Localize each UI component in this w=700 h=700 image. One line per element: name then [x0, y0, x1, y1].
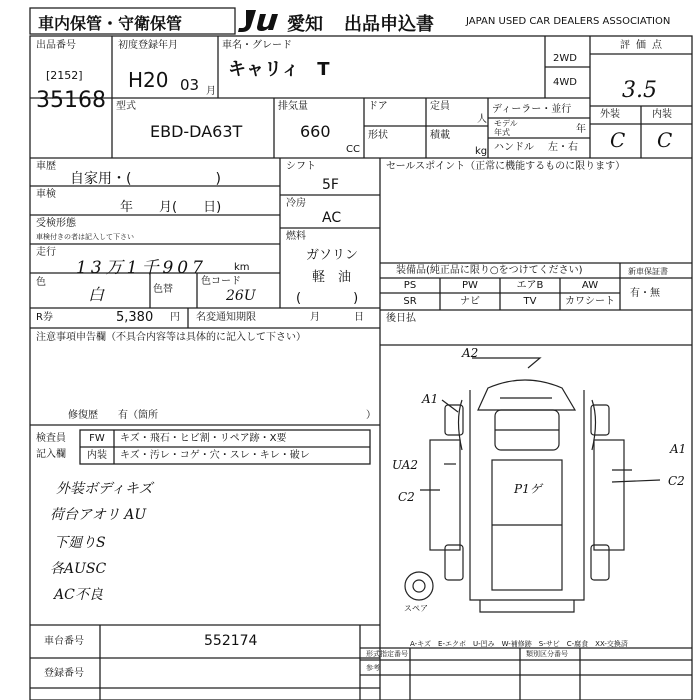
chassis-label: 車台番号 — [44, 636, 84, 647]
inspector-label: 検査員 — [36, 433, 66, 444]
registration-number-label: 登録番号 — [44, 668, 84, 679]
fuel-diesel: 軽 油 — [312, 270, 352, 285]
color-code-label: 色コード — [201, 276, 241, 287]
displacement-value: 660 — [300, 122, 331, 141]
color-label: 色 — [36, 277, 46, 288]
color-value: 白 — [88, 285, 105, 304]
usage-label: 車歴 — [36, 161, 56, 172]
load-label: 積載 — [430, 130, 450, 141]
month-unit: 月 — [206, 86, 216, 97]
accept-note: 車検付きの者は記入して下さい — [36, 233, 134, 241]
reference-label: 参考 — [366, 664, 380, 672]
repair-label: 修復歴 — [68, 410, 98, 421]
lot-number: 35168 — [36, 88, 106, 113]
equip-sr: SR — [403, 296, 417, 307]
km-unit: km — [234, 262, 250, 273]
equip-ps: PS — [403, 280, 417, 291]
diagram-ua2: UA2 — [392, 458, 419, 472]
drive-2wd: 2WD — [553, 53, 577, 64]
handwritten-note-1: 外装ボディキズ — [56, 481, 153, 497]
exterior-grade: C — [610, 128, 626, 152]
equip-pw: PW — [462, 280, 478, 291]
handle-options: 左・右 — [548, 142, 578, 153]
handwritten-note-2: 荷台アオリ AU — [50, 507, 147, 523]
deadline-day: 日 — [354, 312, 364, 323]
first-registration-label: 初度登録年月 — [118, 40, 178, 51]
mileage-label: 走行 — [36, 247, 56, 258]
dealer-label: ディーラー・並行 — [492, 104, 572, 115]
year-unit: 年 — [576, 124, 586, 135]
shape-label: 形状 — [368, 130, 388, 141]
fw-label: FW — [89, 433, 105, 444]
ac-label: 冷房 — [286, 198, 306, 209]
diagram-p: P1ゲ — [514, 482, 542, 496]
score-label: 評価点 — [620, 40, 668, 51]
backdoor-label: 後日払 — [386, 313, 416, 324]
lot-number-small: [2152] — [46, 69, 83, 82]
model-name: キャリィ T — [228, 59, 330, 80]
fuel-label: 燃料 — [286, 231, 306, 242]
deadline-label: 名変通知期限 — [196, 312, 256, 323]
recycle-unit: 円 — [170, 312, 180, 323]
usage-value: 自家用・( ) — [70, 171, 221, 187]
handwritten-note-4: 各AUSC — [50, 561, 107, 577]
persons-unit: 人 — [477, 114, 487, 125]
recycle-value: 5,380 — [116, 310, 154, 325]
accept-label: 受検形態 — [36, 218, 76, 229]
fuel-gas: ガソリン — [306, 248, 359, 263]
chassis-value: 552174 — [204, 633, 258, 649]
registration-month: 03 — [180, 76, 200, 94]
fuel-other: ( ) — [296, 291, 359, 306]
type-code: EBD-DA63T — [150, 122, 243, 141]
interior-check-label: 内装 — [87, 450, 107, 461]
lot-number-label: 出品番号 — [36, 40, 76, 51]
handwritten-note-5: AC不良 — [54, 587, 103, 603]
warranty-label: 新車保証書 — [628, 267, 668, 276]
recycle-label: R券 — [36, 312, 53, 323]
cc-unit: CC — [346, 144, 360, 155]
notes-title: 注意事項申告欄（不具合内容等は具体的に記入して下さい） — [36, 332, 306, 343]
diagram-c2-right: C2 — [668, 474, 685, 488]
equip-airbag: エアB — [516, 280, 544, 291]
exterior-label: 外装 — [600, 109, 620, 120]
deadline-month: 月 — [310, 312, 320, 323]
sales-points-label: セールスポイント（正常に機能するものに限ります） — [386, 161, 626, 172]
mileage-value: 13万1千907 — [76, 258, 207, 278]
diagram-legend: A-キズ E-エクボ U-凹み W-補修跡 S-サビ C-腐食 XX-交換済 — [410, 640, 628, 648]
interior-items: キズ・汚レ・コゲ・穴・スレ・キレ・破レ — [120, 450, 310, 461]
repair-close: ） — [366, 410, 376, 421]
inspection-value: 年 月( 日) — [120, 200, 222, 215]
registration-era-year: H20 — [128, 68, 169, 92]
document-title: 出品申込書 — [344, 14, 434, 35]
fw-items: キズ・飛石・ヒビ割・リペア跡・X要 — [120, 433, 287, 444]
ju-logo — [238, 10, 278, 32]
storage-label: 車内保管・守衛保管 — [38, 14, 183, 33]
equip-navi: ナビ — [460, 296, 480, 307]
ac-value: AC — [322, 210, 342, 226]
handle-label: ハンドル — [494, 142, 534, 153]
cert-type-label: 形式指定番号 — [366, 650, 408, 658]
color-code: 26U — [226, 288, 256, 304]
type-label: 型式 — [116, 101, 136, 112]
diagram-a1-right: A1 — [670, 442, 687, 456]
displacement-label: 排気量 — [278, 101, 308, 112]
capacity-label: 定員 — [430, 101, 450, 112]
cert-class-label: 類別区分番号 — [526, 650, 568, 658]
repair-value: 有（箇所 — [118, 410, 158, 421]
color-change-label: 色替 — [153, 284, 173, 295]
diagram-a2: A2 — [462, 346, 479, 360]
shift-label: シフト — [286, 161, 316, 172]
interior-label: 内装 — [652, 109, 672, 120]
interior-grade: C — [657, 128, 673, 152]
association-name: JAPAN USED CAR DEALERS ASSOCIATION — [466, 16, 671, 27]
equip-tv: TV — [523, 296, 537, 307]
inspection-label: 車検 — [36, 189, 56, 200]
equip-leather: カワシート — [565, 296, 615, 307]
kg-unit: kg — [475, 146, 488, 157]
drive-4wd: 4WD — [553, 77, 577, 88]
diagram-c2-left: C2 — [398, 490, 415, 504]
org-name: 愛知 — [287, 14, 323, 35]
equipment-label: 装備品(純正品に限り○をつけてください) — [396, 265, 583, 276]
equip-aw: AW — [581, 280, 599, 291]
model-label: 車名・グレード — [222, 40, 292, 51]
doors-label: ドア — [368, 101, 388, 112]
shift-value: 5F — [322, 177, 339, 193]
diagram-a1-left: A1 — [422, 392, 439, 406]
handwritten-note-3: 下廻りS — [54, 535, 106, 551]
warranty-value: 有・無 — [630, 288, 660, 299]
inspector-label-2: 記入欄 — [36, 449, 66, 460]
spare-label: スペア — [404, 604, 428, 613]
overall-score: 3.5 — [622, 78, 657, 103]
model-year-label: モデル 年式 — [494, 119, 518, 137]
